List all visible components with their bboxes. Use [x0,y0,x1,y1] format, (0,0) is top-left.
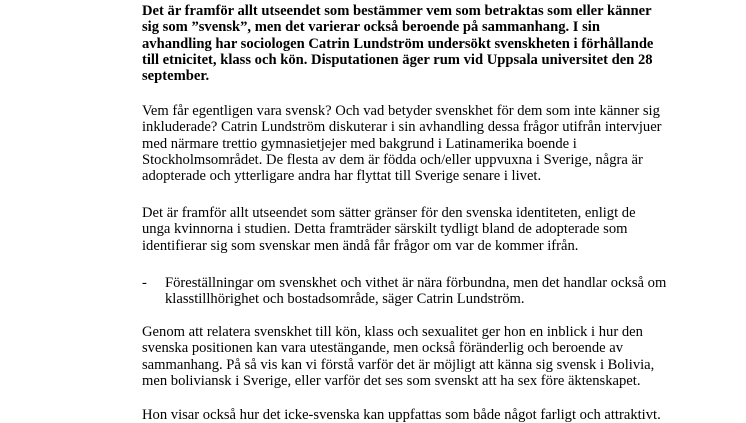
body-line: inkluderade? Catrin Lundström diskuterar i sin avhandling dessa frågor utifrån intervjuer [142,119,662,136]
bullet-line: Föreställningar om svenskhet och vithet är nära förbundna, men det handlar också om [165,275,667,291]
body-line: identifierar sig som svenskar men ändå får frågor om var de kommer ifrån. [142,237,579,254]
bullet-dash: - [142,275,147,291]
body-line: Stockholmsområdet. De flesta av dem är födda och/eller uppvuxna i Sverige, några är [142,151,643,168]
body-line: Det är framför allt utseendet som sätter gränser för den svenska identiteten, enligt de [142,205,636,221]
body-line: unga kvinnorna i studien. Detta framträder särskilt tydligt bland de adopterade som [142,221,628,238]
body-line: svenska positionen kan vara utestängande, men också föränderlig och beroende av [142,340,624,357]
lead-line: avhandling har sociologen Catrin Lundström undersökt svenskheten i förhållande [142,35,654,52]
body-line: Vem får egentligen vara svensk? Och vad betyder svenskhet för dem som inte känner sig [142,103,660,119]
lead-line: Det är framför allt utseendet som bestämmer vem som betraktas som eller känner [142,3,652,19]
body-paragraph-1 [142,103,662,184]
body-paragraph-3 [142,324,654,389]
body-paragraph-2 [142,205,636,254]
lead-line: september. [142,68,210,85]
body-line: Hon visar också hur det icke-svenska kan uppfattas som både något farligt och attraktivt. [142,407,661,423]
bullet-line: klasstillhörighet och bostadsområde, säger Catrin Lundström. [165,291,525,308]
lead-line: sig som ”svensk”, men det varierar också beroende på sammanhang. I sin [142,19,600,36]
bullet-text [165,275,685,308]
quote-bullet [142,275,685,308]
body-line: adopterade och ytterligare andra har flyttat till Sverige senare i livet. [142,168,542,185]
lead-line: till etnicitet, klass och kön. Disputationen äger rum vid Uppsala universitet den 28 [142,51,653,68]
body-line: sammanhang. På så vis kan vi förstå varför det är möjligt att känna sig svensk i Bolivia, [142,356,655,373]
body-line: men boliviansk i Sverige, eller varför det ses som svenskt att ha sex före äktenskapet. [142,372,641,389]
lead-paragraph [142,3,653,84]
body-paragraph-4 [142,407,661,423]
body-line: Genom att relatera svenskhet till kön, klass och sexualitet ger hon en inblick i hur den [142,324,643,340]
body-line: med närmare trettio gymnasietjejer med bakgrund i Latinamerika boende i [142,135,577,152]
